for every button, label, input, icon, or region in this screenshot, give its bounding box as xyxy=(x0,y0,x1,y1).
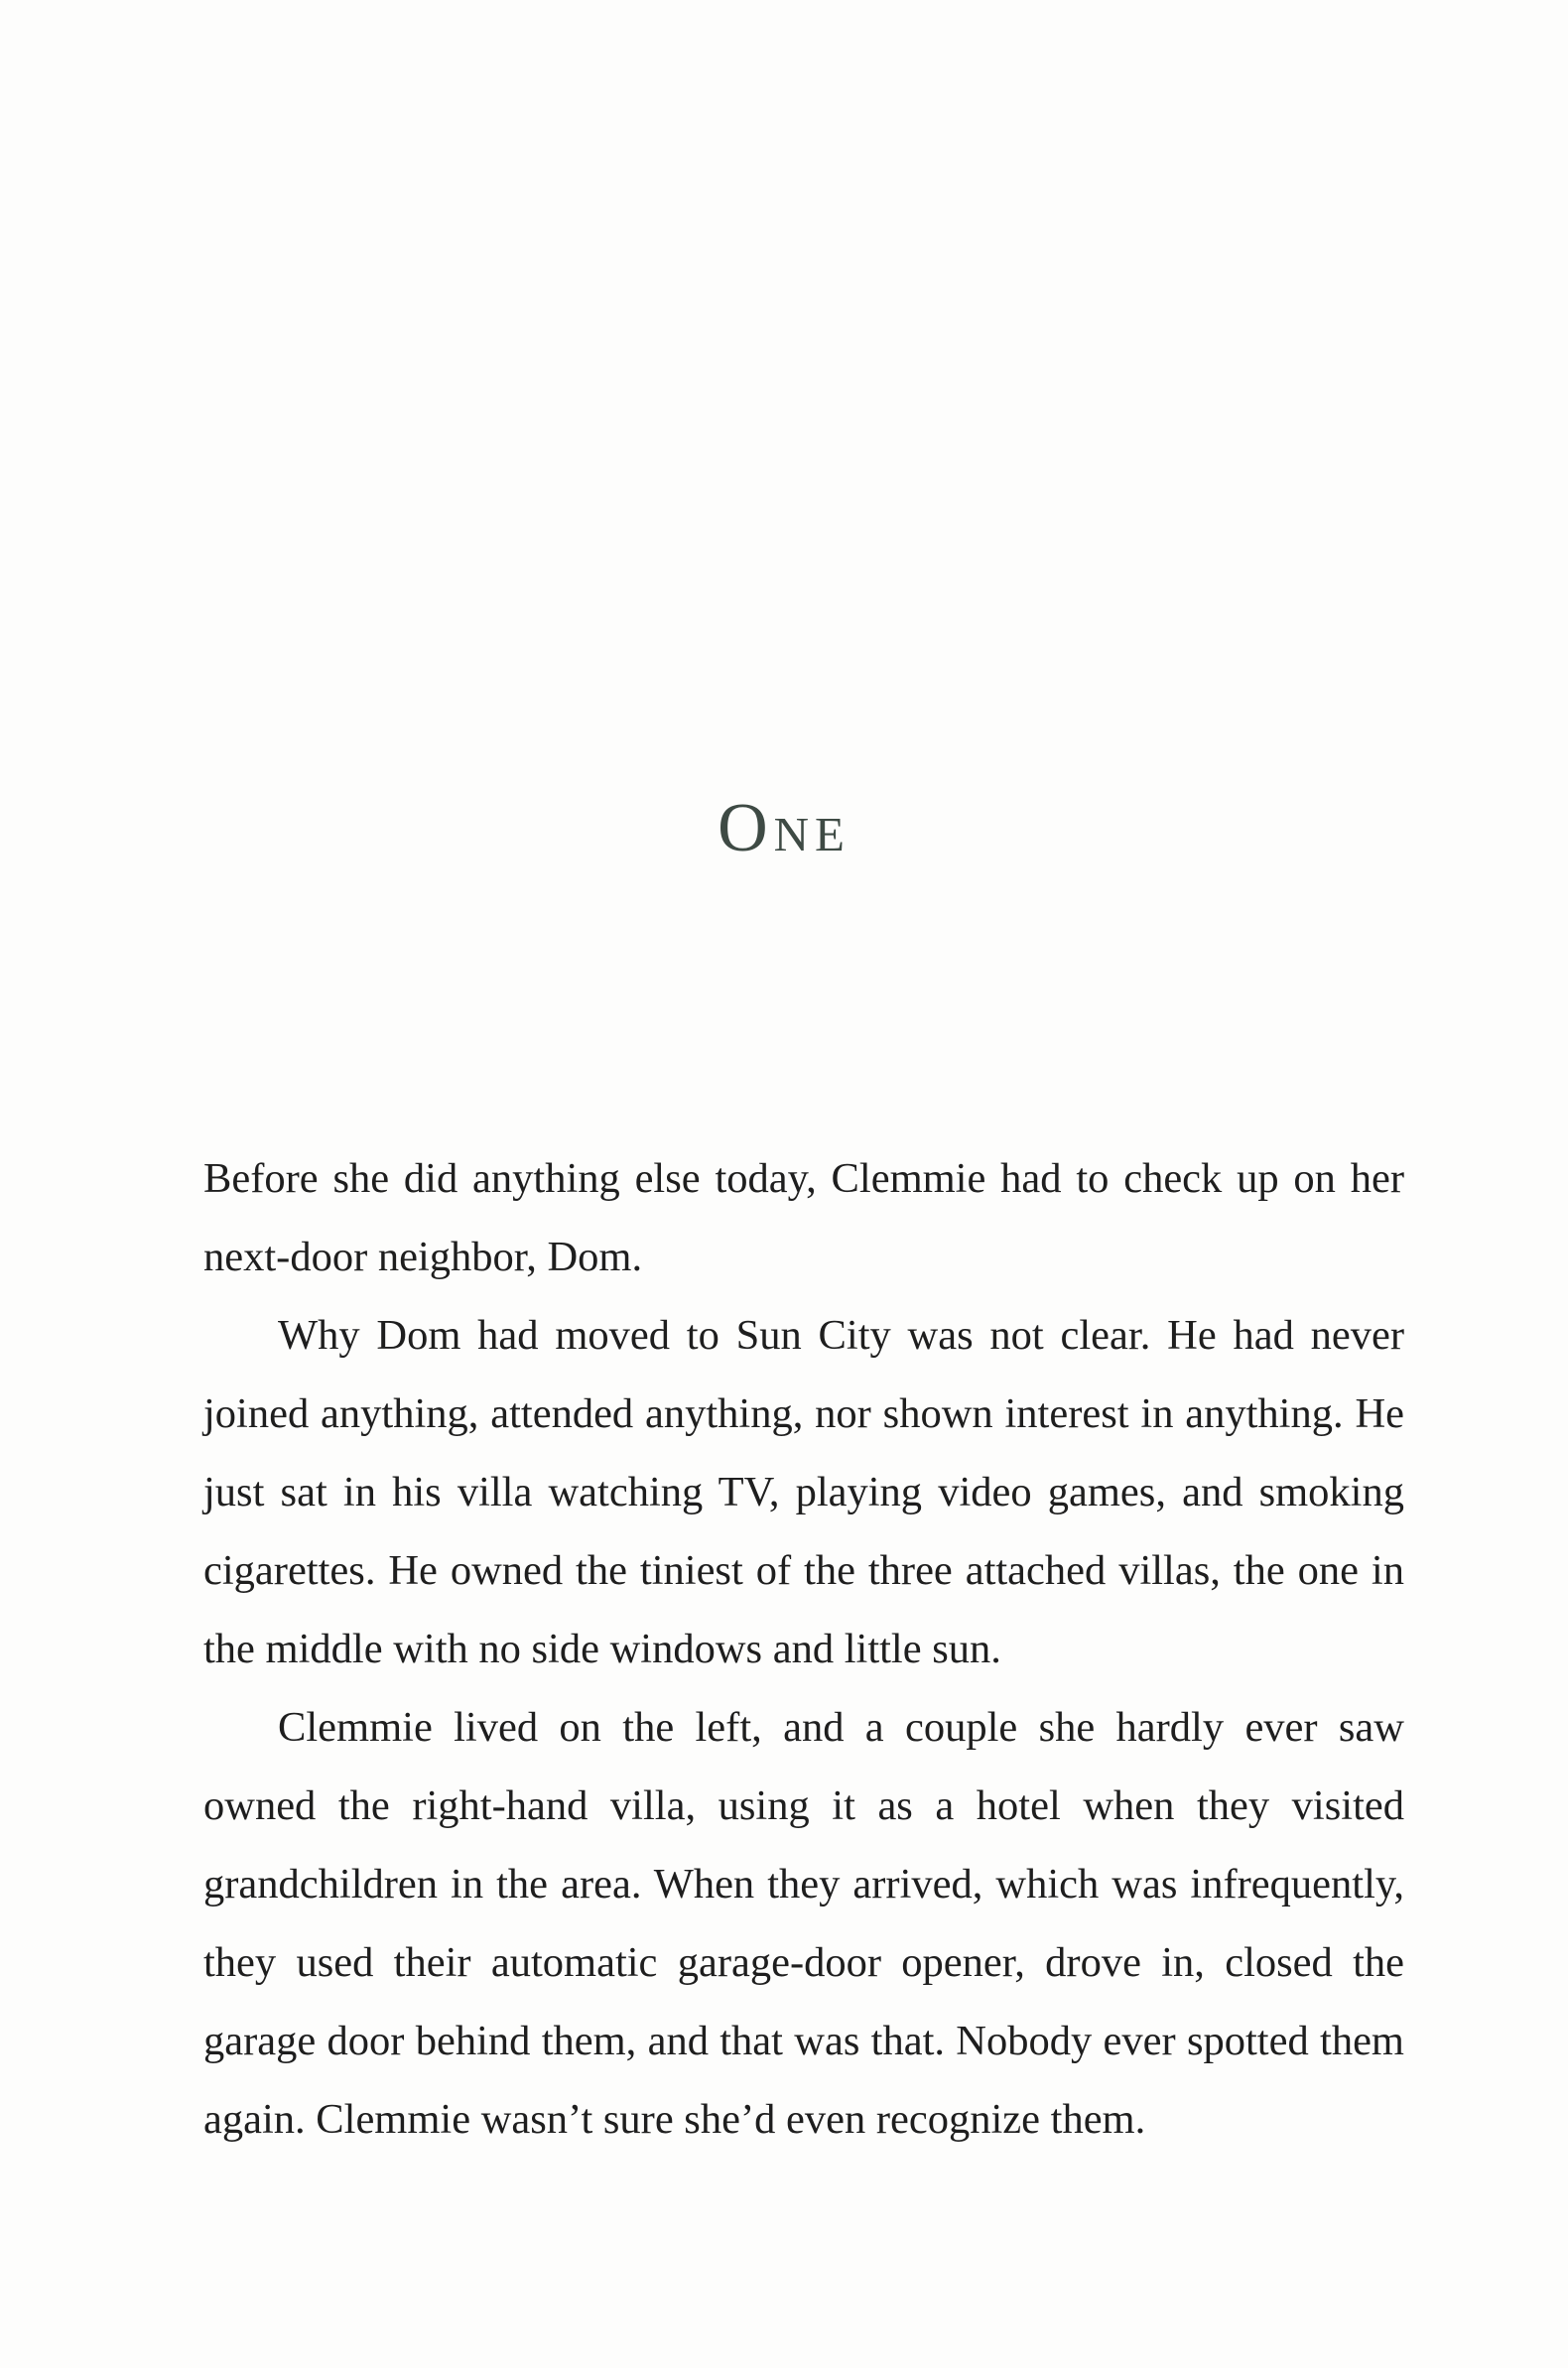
paragraph-2: Why Dom had moved to Sun City was not clear. He had never joined anything, attended anything, nor shown interest in anything. He just sat in his villa watching TV, playing video games, and smoking cigarettes. He owned the tiniest of the three attached villas, the one in the middle with no side windows and little sun. xyxy=(203,1312,1404,1672)
chapter-body xyxy=(203,1139,1404,2159)
paragraph-3: Clemmie lived on the left, and a couple she hardly ever saw owned the right-hand villa, using it as a hotel when they visited grandchildren in the area. When they arrived, which was infrequently, they used their automatic garage-door opener, drove in, closed the garage door behind them, and that was that. Nobody ever spotted them again. Clemmie wasn’t sure she’d even recognize them. xyxy=(203,1704,1404,2143)
paragraph-1: Before she did anything else today, Clemmie had to check up on her next-door neighbor, Dom. xyxy=(203,1155,1404,1280)
chapter-title: One xyxy=(718,790,850,866)
